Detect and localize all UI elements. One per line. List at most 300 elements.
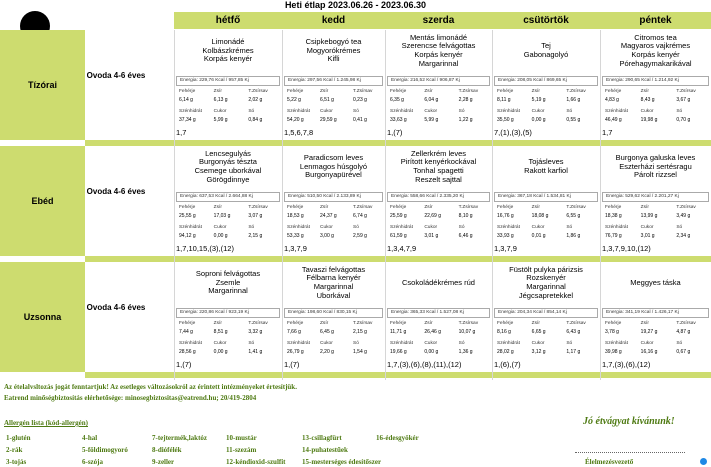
- nutr-label: Szénhidrát: [497, 341, 520, 346]
- nutr-value: 54,20 g: [287, 117, 304, 123]
- nutrition-table: [494, 87, 598, 127]
- nutrition-row: [284, 116, 383, 125]
- nutrition-row: [602, 328, 709, 337]
- nutr-label: T.Zsírsav: [353, 321, 373, 326]
- meal-label-Tízórai: Tízórai: [0, 30, 85, 140]
- allergen-codes: 1,7: [176, 128, 187, 137]
- energy-value: Energia: 290,65 Kcal / 1.214,92 Kj: [602, 76, 709, 86]
- nutrition-table: [602, 319, 709, 359]
- nutrition-row: [284, 87, 383, 96]
- nutr-label: Zsír: [640, 89, 649, 94]
- nutr-label: T.Zsírsav: [248, 321, 268, 326]
- nutr-value: 6,45 g: [320, 329, 334, 335]
- nutrition-row: [176, 96, 280, 105]
- nutr-label: Fehérje: [605, 205, 622, 210]
- nutr-label: Cukor: [424, 109, 438, 114]
- nutrition-row: [387, 87, 490, 96]
- nutr-label: Só: [458, 341, 465, 346]
- nutr-label: Szénhidrát: [605, 109, 628, 114]
- nutr-value: 17,03 g: [213, 213, 231, 219]
- nutr-value: 1,66 g: [566, 97, 581, 103]
- energy-value: Energia: 365,33 Kcal / 1.527,08 Kj: [387, 308, 490, 318]
- nutr-label: Zsír: [213, 89, 222, 94]
- nutr-value: 6,04 g: [424, 97, 439, 103]
- column-divider: [492, 30, 493, 380]
- nutr-value: 8,11 g: [497, 97, 511, 103]
- nutr-label: Szénhidrát: [179, 341, 202, 346]
- dish-names: Tojásleves Rakott karfiol: [524, 157, 568, 175]
- nutr-label: Cukor: [320, 341, 333, 346]
- dish-names: Füstölt pulyka párizsis Rozskenyér Margarinnal Jégcsapretekkel: [509, 264, 583, 300]
- nutr-value: 0,00 g: [424, 349, 439, 355]
- nutr-value: 53,33 g: [287, 233, 304, 239]
- nutr-value: 1,54 g: [353, 349, 367, 355]
- nutr-label: T.Zsírsav: [676, 321, 696, 326]
- nutr-value: 6,74 g: [353, 213, 367, 219]
- nutr-value: 11,71 g: [390, 329, 407, 335]
- allergen-codes: 1,7: [602, 128, 613, 137]
- nutrition-row: [176, 212, 280, 221]
- nutr-label: Zsír: [424, 321, 433, 326]
- nutr-value: 3,49 g: [676, 213, 691, 219]
- dish-names: Limonádé Kolbászkrémes Korpás kenyér: [202, 37, 254, 64]
- nutr-label: Szénhidrát: [179, 109, 202, 114]
- nutrition-row: [284, 96, 383, 105]
- nutr-value: 18,38 g: [605, 213, 622, 219]
- nutr-value: 16,76 g: [497, 213, 514, 219]
- dish-names: Burgonya galuska leves Eszterházi sertésragu Párolt rizzsel: [615, 153, 696, 180]
- energy-value: Energia: 204,34 Kcal / 854,14 Kj: [494, 308, 598, 318]
- nutr-value: 0,23 g: [353, 97, 367, 103]
- allergen-codes: 1,3,7,9: [494, 244, 517, 253]
- menu-cell: [600, 30, 711, 140]
- nutr-label: T.Zsírsav: [248, 89, 268, 94]
- nutr-value: 18,53 g: [287, 213, 304, 219]
- nutrition-row: [284, 212, 383, 221]
- nutr-value: 2,15 g: [353, 329, 367, 335]
- nutr-value: 0,41 g: [353, 117, 367, 123]
- nutr-label: Cukor: [531, 109, 545, 114]
- nutr-value: 24,37 g: [320, 213, 337, 219]
- nutr-label: Fehérje: [497, 89, 514, 94]
- nutr-label: Zsír: [531, 205, 540, 210]
- day-header-2: szerda: [385, 12, 492, 29]
- menu-cell: [385, 146, 492, 256]
- energy-value: Energia: 341,19 Kcal / 1.426,17 Kj: [602, 308, 709, 318]
- nutrition-row: [284, 232, 383, 241]
- nutr-value: 5,99 g: [213, 117, 228, 123]
- row-separator: [85, 372, 711, 378]
- energy-value: Energia: 216,52 Kcal / 906,87 Kj: [387, 76, 490, 86]
- nutrition-row: [602, 319, 709, 328]
- dish-names: Citromos tea Magyaros vajkrémes Korpás kenyér Pórehagymakarikával: [619, 32, 692, 68]
- nutrition-row: [602, 212, 709, 221]
- bon-appetit-text: Jó étvágyat kívánunk!: [583, 416, 675, 427]
- nutrition-row: [284, 319, 383, 328]
- nutrition-table: [494, 319, 598, 359]
- nutr-value: 29,59 g: [320, 117, 337, 123]
- nutr-label: Szénhidrát: [390, 225, 413, 230]
- meal-label-Ebéd: Ebéd: [0, 146, 85, 256]
- nutr-label: Cukor: [640, 225, 654, 230]
- nutrition-table: [602, 203, 709, 243]
- allergen-codes: 1,3,7,9: [284, 244, 307, 253]
- dish-names: Csokoládékrémes rúd: [402, 277, 475, 287]
- menu-cell: [174, 146, 282, 256]
- nutr-label: Szénhidrát: [287, 109, 310, 114]
- nutr-value: 4,87 g: [676, 329, 691, 335]
- nutrition-row: [284, 348, 383, 357]
- allergen-codes: 1,5,6,7,8: [284, 128, 314, 137]
- nutr-value: 0,00 g: [213, 349, 228, 355]
- energy-value: Energia: 208,05 Kcal / 869,65 Kj: [494, 76, 598, 86]
- nutr-label: Cukor: [320, 109, 333, 114]
- allergen-item: 3-tojás: [6, 458, 27, 466]
- nutrition-row: [494, 328, 598, 337]
- nutrition-row: [387, 348, 490, 357]
- nutr-label: T.Zsírsav: [676, 205, 696, 210]
- nutrition-row: [176, 223, 280, 232]
- dish-names: Lencsegulyás Burgonyás tészta Csemege uborkával Görögdinnye: [194, 148, 262, 184]
- allergen-item: 11-szezám: [226, 446, 257, 454]
- nutr-label: Fehérje: [179, 321, 196, 326]
- nutrition-row: [494, 107, 598, 116]
- day-header-0: hétfő: [174, 12, 282, 29]
- nutr-value: 61,59 g: [390, 233, 407, 239]
- allergen-codes: 1,3,4,7,9: [387, 244, 417, 253]
- allergen-codes: 1,(6),(7): [494, 360, 521, 369]
- nutrition-row: [387, 96, 490, 105]
- nutrition-row: [387, 328, 490, 337]
- nutr-value: 2,28 g: [458, 97, 473, 103]
- nutr-label: T.Zsírsav: [458, 321, 479, 326]
- nutrition-table: [176, 203, 280, 243]
- allergen-item: 5-földimogyoró: [82, 446, 128, 454]
- nutr-value: 28,56 g: [179, 349, 196, 355]
- nutr-value: 3,01 g: [640, 233, 655, 239]
- nutr-label: Só: [566, 109, 573, 114]
- nutr-value: 26,46 g: [424, 329, 442, 335]
- nutrition-row: [494, 348, 598, 357]
- allergen-item: 7-tejtermék,laktóz: [152, 434, 208, 442]
- nutr-label: Szénhidrát: [287, 225, 310, 230]
- allergen-item: 1-glutén: [6, 434, 31, 442]
- menu-cell: [492, 30, 600, 140]
- nutr-value: 6,14 g: [179, 97, 193, 103]
- nutr-label: Szénhidrát: [287, 341, 310, 346]
- nutr-value: 2,59 g: [353, 233, 367, 239]
- nutr-label: T.Zsírsav: [353, 89, 373, 94]
- nutr-value: 3,01 g: [424, 233, 439, 239]
- nutr-label: Fehérje: [390, 205, 407, 210]
- nutrition-row: [494, 96, 598, 105]
- nutr-value: 1,86 g: [566, 233, 581, 239]
- allergen-item: 16-édesgyökér: [376, 434, 419, 442]
- group-label: Ovoda 4-6 éves: [86, 71, 146, 80]
- menu-cell: [282, 30, 385, 140]
- allergen-item: 10-mustár: [226, 434, 257, 442]
- nutrition-row: [387, 203, 490, 212]
- menu-cell: [174, 30, 282, 140]
- nutrition-row: [602, 348, 709, 357]
- allergen-item: 8-diófélék: [152, 446, 182, 454]
- nutr-value: 8,43 g: [640, 97, 655, 103]
- nutr-value: 2,15 g: [248, 233, 263, 239]
- energy-value: Energia: 229,76 Kcal / 957,85 Kj: [176, 76, 280, 86]
- nutr-label: Cukor: [640, 109, 654, 114]
- nutrition-row: [176, 87, 280, 96]
- nutr-label: Fehérje: [287, 205, 304, 210]
- nutr-value: 37,34 g: [179, 117, 196, 123]
- nutr-value: 0,00 g: [213, 233, 228, 239]
- nutr-label: T.Zsírsav: [566, 205, 586, 210]
- nutrition-table: [387, 87, 490, 127]
- menu-cell: [492, 262, 600, 372]
- nutr-value: 3,00 g: [320, 233, 334, 239]
- nutr-label: Só: [353, 225, 359, 230]
- column-divider: [385, 30, 386, 380]
- nutrition-row: [494, 116, 598, 125]
- signature-line: [575, 452, 685, 453]
- allergen-codes: 1,7,(3),(6),(8),(11),(12): [387, 360, 462, 369]
- nutrition-row: [284, 107, 383, 116]
- nutr-value: 10,07 g: [458, 329, 476, 335]
- nutr-label: Fehérje: [605, 321, 622, 326]
- nutr-value: 8,16 g: [497, 329, 511, 335]
- allergen-codes: 1,(7): [284, 360, 300, 369]
- nutrition-row: [176, 348, 280, 357]
- nutr-label: Szénhidrát: [390, 109, 413, 114]
- nutr-value: 16,16 g: [640, 349, 658, 355]
- nutr-value: 1,36 g: [458, 349, 473, 355]
- nutrition-row: [176, 107, 280, 116]
- nutrition-row: [387, 223, 490, 232]
- nutrition-row: [284, 203, 383, 212]
- page-title: Heti étlap 2023.06.26 - 2023.06.30: [284, 0, 427, 10]
- nutr-label: T.Zsírsav: [458, 205, 479, 210]
- nutr-value: 33,93 g: [497, 233, 514, 239]
- column-divider: [174, 30, 175, 380]
- dish-names: Tavaszi felvágottas Félbarna kenyér Margarinnal Uborkával: [301, 264, 366, 300]
- allergen-title: Allergén lista (kód-allergén): [4, 419, 88, 427]
- energy-value: Energia: 558,66 Kcal / 2.335,20 Kj: [387, 192, 490, 202]
- nutr-label: Fehérje: [390, 89, 407, 94]
- nutr-label: Só: [248, 225, 255, 230]
- nutr-label: Zsír: [640, 205, 649, 210]
- nutr-label: T.Zsírsav: [566, 89, 586, 94]
- menu-cell: [282, 146, 385, 256]
- nutr-value: 6,13 g: [213, 97, 228, 103]
- nutr-value: 6,35 g: [390, 97, 404, 103]
- group-label: Ovoda 4-6 éves: [86, 187, 146, 196]
- nutrition-row: [494, 212, 598, 221]
- allergen-item: 14-puhatestűek: [302, 446, 348, 454]
- nutr-value: 6,65 g: [531, 329, 546, 335]
- nutrition-table: [387, 319, 490, 359]
- allergen-item: 12-kéndioxid-szulfit: [226, 458, 286, 466]
- nutrition-row: [387, 212, 490, 221]
- energy-value: Energia: 529,62 Kcal / 2.201,27 Kj: [602, 192, 709, 202]
- nutrition-row: [602, 339, 709, 348]
- nutrition-row: [387, 339, 490, 348]
- contact-text: Eatrend minőségbiztosítás elérhetősége: minosegbiztositas@eatrend.hu; 20/419-2804: [4, 394, 257, 402]
- dish-names: Meggyes táska: [630, 277, 681, 287]
- nutr-label: Fehérje: [287, 321, 304, 326]
- allergen-item: 9-zeller: [152, 458, 175, 466]
- dish-names: Mentás limonádé Szerencse felvágottas Korpás kenyér Margarinnal: [401, 32, 476, 68]
- nutrition-row: [494, 203, 598, 212]
- menu-cell: [385, 30, 492, 140]
- nutr-value: 1,17 g: [566, 349, 581, 355]
- column-divider: [600, 30, 601, 380]
- nutr-label: Szénhidrát: [179, 225, 202, 230]
- nutrition-row: [602, 96, 709, 105]
- allergen-item: 4-hal: [82, 434, 98, 442]
- menu-cell: [492, 146, 600, 256]
- nutr-label: Zsír: [531, 321, 540, 326]
- nutr-label: Szénhidrát: [497, 225, 520, 230]
- nutrition-row: [176, 232, 280, 241]
- meal-label-Uzsonna: Uzsonna: [0, 262, 85, 372]
- nutr-label: Cukor: [424, 341, 438, 346]
- menu-cell: [174, 262, 282, 372]
- energy-value: Energia: 297,56 Kcal / 1.245,98 Kj: [284, 76, 383, 86]
- nutrition-table: [176, 87, 280, 127]
- nutr-label: Fehérje: [605, 89, 622, 94]
- energy-value: Energia: 367,18 Kcal / 1.534,81 Kj: [494, 192, 598, 202]
- nutr-label: Fehérje: [179, 89, 196, 94]
- nutr-value: 6,46 g: [458, 233, 473, 239]
- allergen-item: 13-csillagfürt: [302, 434, 342, 442]
- nutr-value: 39,98 g: [605, 349, 622, 355]
- nutrition-row: [387, 116, 490, 125]
- nutr-value: 1,41 g: [248, 349, 263, 355]
- nutr-value: 3,32 g: [248, 329, 263, 335]
- nutrition-table: [284, 319, 383, 359]
- nutr-label: Szénhidrát: [497, 109, 520, 114]
- nutrition-row: [387, 232, 490, 241]
- nutr-label: Cukor: [213, 109, 227, 114]
- nutr-value: 6,51 g: [320, 97, 334, 103]
- nutr-value: 0,84 g: [248, 117, 263, 123]
- nutr-label: T.Zsírsav: [676, 89, 696, 94]
- nutrition-row: [284, 223, 383, 232]
- nutr-label: Só: [676, 341, 683, 346]
- allergen-codes: 1,7,(3),(6),(12): [602, 360, 651, 369]
- nutr-label: Cukor: [320, 225, 333, 230]
- nutr-label: Szénhidrát: [390, 341, 413, 346]
- nutr-label: Zsír: [213, 321, 222, 326]
- nutr-value: 5,99 g: [424, 117, 439, 123]
- nutr-value: 35,50 g: [497, 117, 514, 123]
- nutrition-row: [387, 107, 490, 116]
- nutrition-row: [387, 319, 490, 328]
- nutr-value: 3,07 g: [248, 213, 263, 219]
- nutrition-table: [176, 319, 280, 359]
- notice-text: Az ételalvsltozás jogát fenntartjuk! Az esetleges változásokról az érintett intézményeket értesítjük.: [4, 383, 297, 391]
- nutr-value: 6,43 g: [566, 329, 581, 335]
- dish-names: Soproni felvágottas Zsemle Margarinnal: [195, 269, 261, 296]
- nutr-value: 3,67 g: [676, 97, 691, 103]
- nutrition-row: [602, 107, 709, 116]
- nutr-label: Zsír: [424, 205, 433, 210]
- nutrition-row: [602, 203, 709, 212]
- nutr-value: 19,27 g: [640, 329, 658, 335]
- nutr-label: T.Zsírsav: [458, 89, 479, 94]
- nutrition-row: [602, 87, 709, 96]
- nutr-value: 8,10 g: [458, 213, 473, 219]
- nutr-value: 6,55 g: [566, 213, 581, 219]
- nutrition-table: [284, 203, 383, 243]
- allergen-codes: 7,(1),(3),(5): [494, 128, 532, 137]
- nutr-label: Só: [248, 341, 255, 346]
- nutrition-row: [176, 328, 280, 337]
- nutr-label: Fehérje: [179, 205, 196, 210]
- nutr-label: Só: [458, 109, 465, 114]
- nutrition-table: [602, 87, 709, 127]
- nutr-value: 19,66 g: [390, 349, 407, 355]
- nutr-label: Szénhidrát: [605, 341, 628, 346]
- nutrition-row: [284, 328, 383, 337]
- nutrition-row: [602, 116, 709, 125]
- nutr-label: Só: [676, 109, 683, 114]
- nutr-value: 22,69 g: [424, 213, 442, 219]
- nutr-label: T.Zsírsav: [353, 205, 373, 210]
- nutr-value: 13,99 g: [640, 213, 658, 219]
- nutrition-row: [494, 87, 598, 96]
- nutr-label: Só: [676, 225, 683, 230]
- nutr-value: 0,00 g: [531, 117, 546, 123]
- allergen-item: 6-szója: [82, 458, 103, 466]
- nutr-label: Zsír: [531, 89, 540, 94]
- browser-edge-icon[interactable]: [700, 458, 707, 465]
- nutr-label: Fehérje: [390, 321, 407, 326]
- day-header-4: péntek: [600, 12, 711, 29]
- nutr-value: 94,12 g: [179, 233, 196, 239]
- day-header-3: csütörtök: [492, 12, 600, 29]
- signature-label: Élelmezésvezető: [585, 458, 634, 466]
- nutr-value: 5,22 g: [287, 97, 301, 103]
- nutr-label: Só: [248, 109, 255, 114]
- nutr-value: 7,44 g: [179, 329, 193, 335]
- nutrition-row: [494, 319, 598, 328]
- nutr-value: 0,67 g: [676, 349, 691, 355]
- nutr-value: 5,19 g: [531, 97, 546, 103]
- menu-cell: [385, 262, 492, 372]
- nutr-value: 3,12 g: [531, 349, 546, 355]
- dish-names: Csipkebogyó tea Mogyorókrémes Kifli: [305, 37, 362, 64]
- day-header-1: kedd: [282, 12, 385, 29]
- nutrition-row: [494, 232, 598, 241]
- nutr-label: Só: [353, 341, 359, 346]
- nutrition-row: [494, 339, 598, 348]
- nutr-value: 28,02 g: [497, 349, 514, 355]
- nutr-label: Só: [566, 341, 573, 346]
- nutrition-table: [494, 203, 598, 243]
- nutr-value: 4,83 g: [605, 97, 619, 103]
- nutr-label: Cukor: [213, 341, 227, 346]
- nutrition-row: [284, 339, 383, 348]
- nutrition-row: [602, 223, 709, 232]
- allergen-item: 15-mesterséges édesítőszer: [302, 458, 382, 466]
- nutr-value: 0,70 g: [676, 117, 691, 123]
- nutr-label: Fehérje: [287, 89, 304, 94]
- nutr-value: 25,59 g: [390, 213, 407, 219]
- nutr-value: 0,01 g: [531, 233, 546, 239]
- nutr-label: Zsír: [320, 205, 329, 210]
- nutr-value: 2,34 g: [676, 233, 691, 239]
- nutr-label: Cukor: [531, 225, 545, 230]
